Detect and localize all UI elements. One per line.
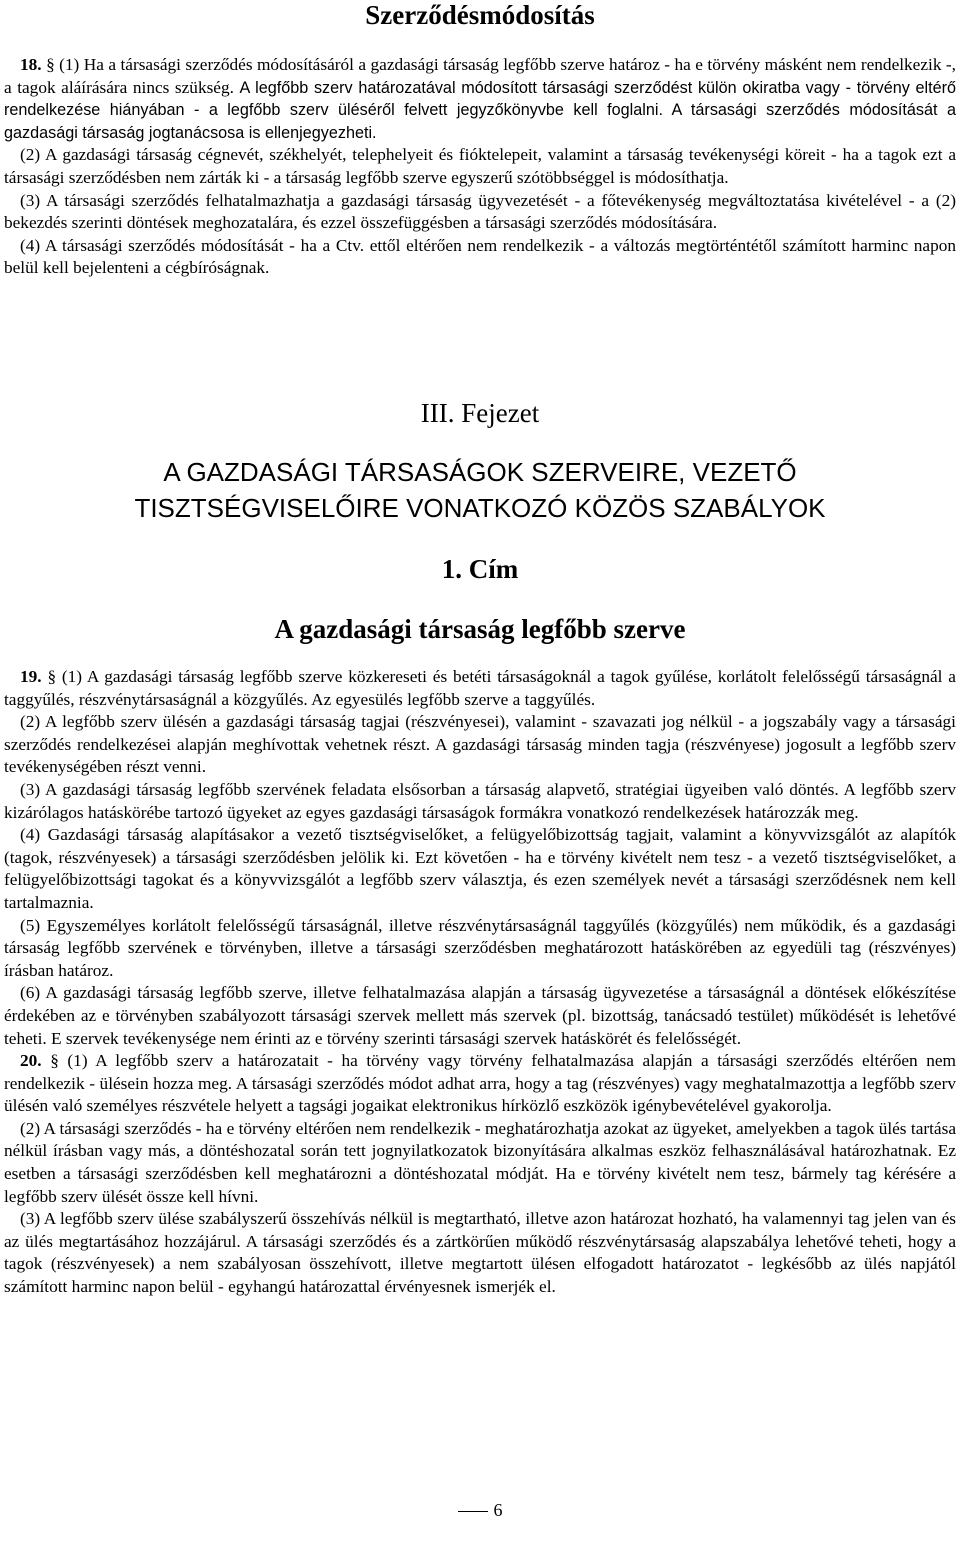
paragraph-18-4: (4) A társasági szerződés módosítását - ha a Ctv. ettől eltérően nem rendelkezik - a változás megtörténtétől számított harminc napon belül kell bejelenteni a cégbíróságnak. — [4, 235, 956, 278]
paragraph-18-3: (3) A társasági szerződés felhatalmazhatja a gazdasági társaság ügyvezetését - a főtevékenység megváltoztatása kivételével - a (2) bekezdés szerinti döntések meghozatalára, és ezzel összefüggésben a társasági szerződés módosítására. — [4, 190, 956, 233]
article-number: 18. — [20, 55, 42, 74]
paragraph-19-6: (6) A gazdasági társaság legfőbb szerve, illetve felhatalmazása alapján a társaság ügyvezetése a társaságnál a döntések előkészítése érdekében az e törvényben szabályozott társasági szervek mellett más szervek (pl. bizottság, tanácsadó testület) működését is lehetővé teheti. E szervek tevékenysége nem érinti az e törvény szerinti társasági szervek hatáskörét és felelősségét. — [4, 983, 956, 1048]
paragraph-19-1: 19. § (1) A gazdasági társaság legfőbb szerve közkereseti és betéti társaságoknál a tagok gyűlése, korlátolt felelősségű társaságnál a taggyűlés, részvénytársaságnál a közgyűlés. Az egyesülés legfőbb szerve a taggyűlés. — [4, 667, 956, 709]
page-number: 6 — [0, 1500, 960, 1520]
paragraph-20-1: 20. § (1) A legfőbb szerv a határozatait - ha törvény vagy törvény felhatalmazása alapján a társasági szerződés eltérően nem rendelkezik - ülésein hozza meg. A társasági szerződés módot adhat arra, hogy a tag (részvényes) vagy meghatalmazottja a legfőbb szerv ülésén való személyes részvétele helyett a tagsági jogaikat elektronikus hírközlő eszközök igénybevételével gyakorolja. — [4, 1051, 956, 1116]
paragraph-19-4: (4) Gazdasági társaság alapításakor a vezető tisztségviselőket, a felügyelőbizottság tagjait, valamint a könyvvizsgálót az alapítók (tagok, részvényesek) a társasági szerződésben jelölik ki. Ezt követően - ha e törvény kivételt nem tesz - a vezető tisztségviselőket, a felügyelőbizottsági tagokat és a könyvvizsgálót a legfőbb szerv választja, és ezen személyek nevét a társasági szerződésnek nem kell tartalmaznia. — [4, 825, 956, 912]
article-number: 20. — [20, 1051, 42, 1071]
paragraph-20-2: (2) A társasági szerződés - ha e törvény eltérően nem rendelkezik - meghatározhatja azokat az ügyeket, amelyekben a tagok ülés tartása nélkül írásban vagy más, a döntéshozatal során tett jognyilatkozatok bizonyítására alkalmas eszköz felhasználásával határozhatnak. Ez esetben a társasági szerződésben kell meghatározni a döntéshozatal módját. Ha e törvény kivételt nem tesz, bármely tag kérésére a legfőbb szerv ülését össze kell hívni. — [4, 1118, 956, 1206]
paragraph-18-1: 18. § (1) Ha a társasági szerződés módosításáról a gazdasági társaság legfőbb szerve határoz - ha e törvény másként nem rendelkezik -, a tagok aláírására nincs szükség. A legfőbb szerv határozatával módosított társasági szerződést külön okiratba vagy - törvény eltérő rendelkezése hiányában - a legfőbb szerv üléséről felvett jegyzőkönyvbe kell foglalni. A társasági szerződés módosítását a gazdasági társaság jogtanácsosa is ellenjegyezheti. — [4, 55, 957, 142]
title-heading: A gazdasági társaság legfőbb szerve — [274, 614, 686, 644]
chapter-number: III. Fejezet — [420, 398, 540, 428]
chapter-title-line-2: TISZTSÉGVISELŐIRE VONATKOZÓ KÖZÖS SZABÁLYOK — [134, 493, 826, 523]
paragraph-18-2: (2) A gazdasági társaság cégnevét, székhelyét, telephelyeit és fióktelepeit, valamint a társaság tevékenységi köreit - ha a tagok ezt a társasági szerződésben nem zárták ki - a társaság legfőbb szerve egyszerű szótöbbséggel is módosíthatja. — [4, 145, 956, 187]
paragraph-19-2: (2) A legfőbb szerv ülésén a gazdasági társaság tagjai (részvényesei), valamint - szavazati jog nélkül - a jogszabály vagy a társasági szerződés rendelkezései alapján meghívottak vehetnek részt. A gazdasági társaság minden tagja (részvényese) jogosult a legfőbb szerv tevékenységében részt venni. — [4, 712, 956, 777]
article-number: 19. — [20, 667, 42, 686]
section-19 — [4, 666, 956, 1299]
paragraph-19-5: (5) Egyszemélyes korlátolt felelősségű társaságnál, illetve részvénytársaságnál taggyűlés (közgyűlés) nem működik, és a gazdasági társaság legfőbb szervének e törvényben, illetve a társasági szerződésben meghatározott hatáskörében az egyedüli tag (részvényes) írásban határoz. — [4, 915, 956, 980]
section-18 — [4, 54, 956, 280]
page-number-dash — [458, 1511, 488, 1512]
section-heading: Szerződésmódosítás — [365, 0, 595, 30]
title-number: 1. Cím — [441, 554, 519, 584]
paragraph-19-3: (3) A gazdasági társaság legfőbb szervének feladata elsősorban a társaság alapvető, stratégiai ügyeiben való döntés. A legfőbb szerv kizárólagos hatáskörébe tartozó ügyeket az egyes gazdasági társaságok formákra vonatkozó rendelkezések határozzák meg. — [4, 779, 956, 822]
chapter-title-line-1: A GAZDASÁGI TÁRSASÁGOK SZERVEIRE, VEZETŐ — [163, 457, 797, 487]
paragraph-20-3: (3) A legfőbb szerv ülése szabályszerű összehívás nélkül is megtartható, illetve azon határozat hozható, ha valamennyi tag jelen van és az ülés megtartásához hozzájárul. A társasági szerződés és a zártkörűen működő részvénytársaság alapszabálya lehetővé teheti, hogy a tagok (részvényesek) a nem szabályosan összehívott, illetve megtartott ülésen elfogadott határozatot - legkésőbb az ülés napjától számított harminc napon belül - egyhangú határozattal érvényesnek ismerjék el. — [4, 1209, 956, 1297]
